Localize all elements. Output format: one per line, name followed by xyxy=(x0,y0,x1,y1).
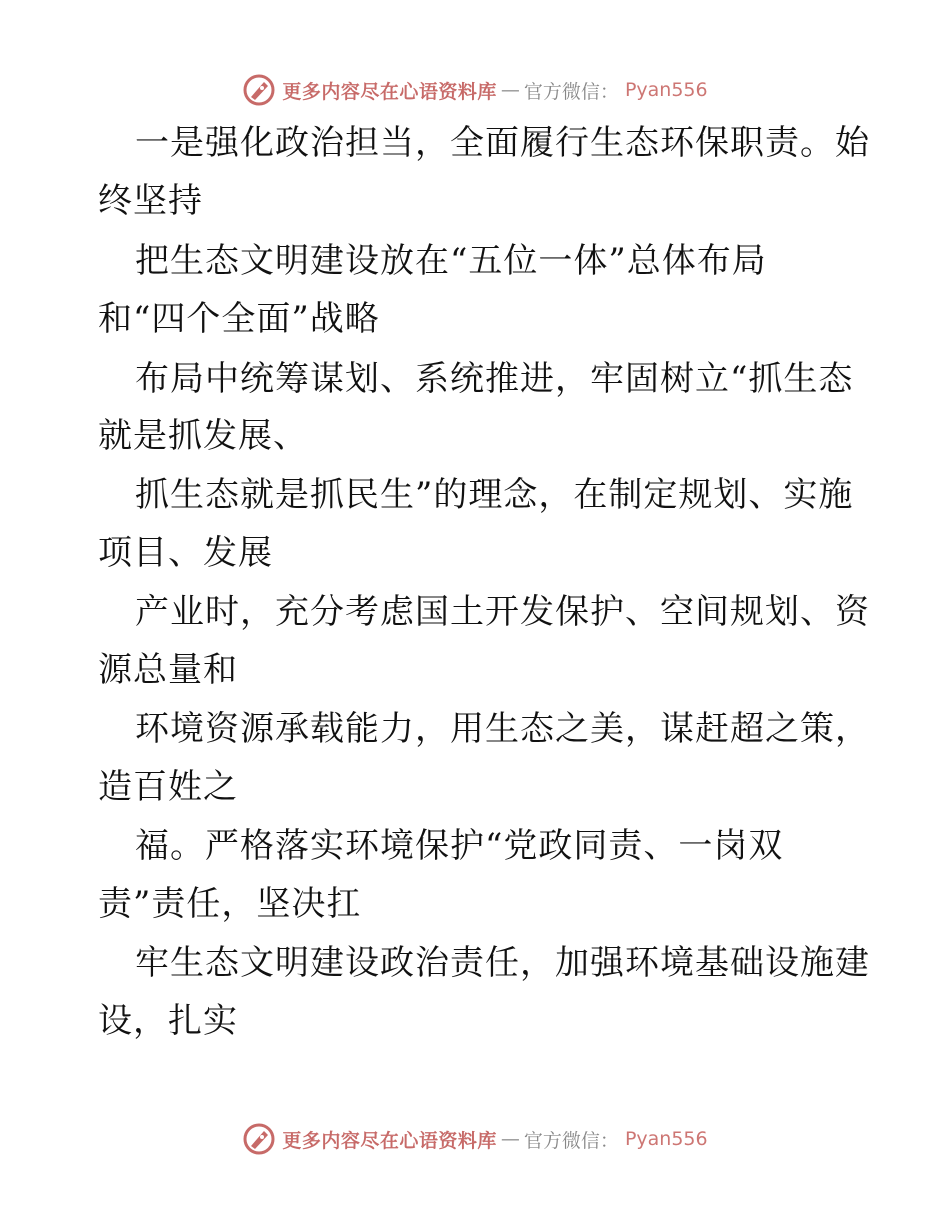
text-line: 源总量和 xyxy=(98,650,238,690)
text-line: 福。严格落实环境保护“党政同责、一岗双 xyxy=(135,826,784,866)
watermark-id: Pyan556 xyxy=(624,79,708,101)
footer-watermark xyxy=(0,1119,950,1159)
watermark-brand: 更多内容尽在心语资料库 xyxy=(282,80,497,103)
text-line: 项目、发展 xyxy=(98,533,273,573)
watermark-dash: — xyxy=(500,79,520,101)
text-line: 责”责任，坚决扛 xyxy=(98,884,362,924)
text-line: 牢生态文明建设政治责任，加强环境基础设施建 xyxy=(135,943,870,983)
text-line: 抓生态就是抓民生”的理念，在制定规划、实施 xyxy=(135,475,854,515)
text-line: 造百姓之 xyxy=(98,767,238,807)
watermark-label: 官方微信： xyxy=(523,1129,619,1152)
text-line: 把生态文明建设放在“五位一体”总体布局 xyxy=(135,241,767,281)
text-line: 和“四个全面”战略 xyxy=(98,299,380,339)
pen-nib-logo-icon xyxy=(242,73,276,107)
watermark-id: Pyan556 xyxy=(624,1128,708,1150)
text-line: 设，扎实 xyxy=(98,1001,238,1041)
text-line: 一是强化政治担当，全面履行生态环保职责。始 xyxy=(135,123,870,163)
text-line: 就是抓发展、 xyxy=(98,416,308,456)
watermark-dash: — xyxy=(500,1128,520,1150)
text-line: 产业时，充分考虑国土开发保护、空间规划、资 xyxy=(135,592,870,632)
text-line: 布局中统筹谋划、系统推进，牢固树立“抓生态 xyxy=(135,359,854,399)
text-line: 终坚持 xyxy=(98,181,203,221)
pen-nib-logo-icon xyxy=(242,1122,276,1156)
watermark-label: 官方微信： xyxy=(523,80,619,103)
watermark-brand: 更多内容尽在心语资料库 xyxy=(282,1129,497,1152)
text-line: 环境资源承载能力，用生态之美，谋赶超之策， xyxy=(135,709,870,749)
header-watermark xyxy=(0,70,950,110)
